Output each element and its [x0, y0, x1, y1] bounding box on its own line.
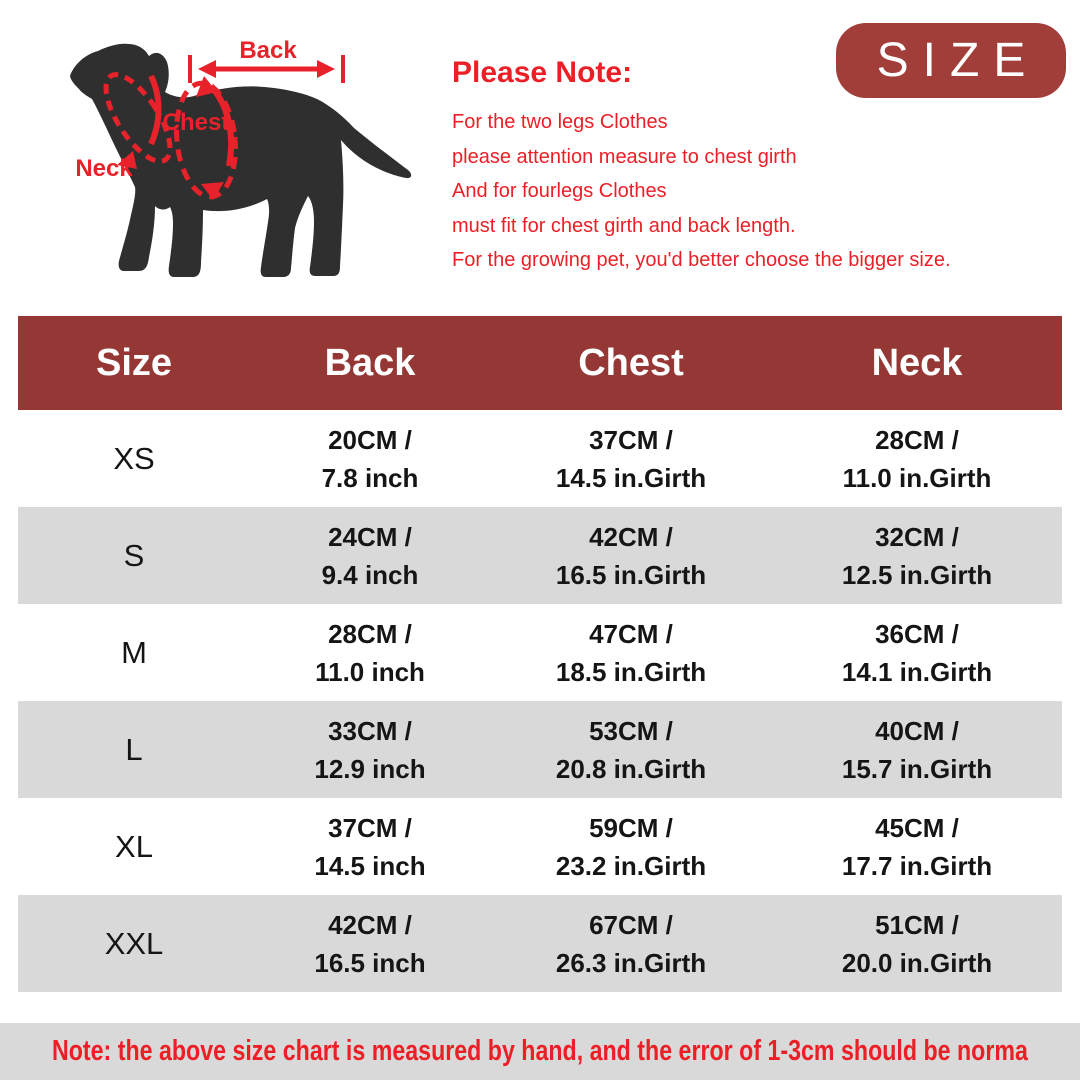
value-cm: 53CM / — [589, 715, 673, 746]
value-cm: 20CM / — [328, 424, 412, 455]
value-cm: 36CM / — [875, 618, 959, 649]
arrow-left-icon — [198, 60, 216, 78]
value-cm: 47CM / — [589, 618, 673, 649]
neck-cell — [772, 604, 1062, 701]
size-cell: XXL — [104, 925, 164, 961]
table-row — [18, 604, 1062, 701]
value-cm: 28CM / — [875, 424, 959, 455]
back-cell — [250, 410, 490, 507]
please-note-title: Please Note: — [452, 56, 633, 89]
footer-note-text: Note: the above size chart is measured by hand, and the error of 1-3cm should be norma — [52, 1035, 1028, 1067]
table-row — [18, 410, 1062, 507]
table-row — [18, 895, 1062, 992]
chest-cell — [490, 798, 772, 895]
back-cell — [250, 507, 490, 604]
chest-cell — [490, 410, 772, 507]
value-inch: 12.9 inch — [314, 753, 426, 784]
neck-cell — [772, 701, 1062, 798]
value-cm: 40CM / — [875, 715, 959, 746]
chest-cell — [490, 604, 772, 701]
arrow-right-icon — [317, 60, 335, 78]
header-neck: Neck — [871, 341, 963, 384]
chest-cell — [490, 507, 772, 604]
value-cm: 67CM / — [589, 909, 673, 940]
please-note-line: For the two legs Clothes — [452, 111, 668, 133]
table-row — [18, 701, 1062, 798]
back-label: Back — [239, 37, 297, 64]
value-cm: 37CM / — [328, 812, 412, 843]
neck-cell — [772, 798, 1062, 895]
back-cell — [250, 701, 490, 798]
value-inch: 11.0 inch — [315, 656, 425, 687]
value-inch: 11.0 in.Girth — [842, 462, 992, 493]
value-inch: 18.5 in.Girth — [555, 656, 707, 687]
header-back: Back — [324, 341, 416, 384]
back-cell — [250, 798, 490, 895]
chest-label: Chest — [162, 109, 230, 136]
value-inch: 15.7 in.Girth — [841, 753, 993, 784]
value-cm: 59CM / — [589, 812, 673, 843]
value-cm: 51CM / — [875, 909, 959, 940]
value-inch: 16.5 inch — [314, 947, 426, 978]
value-cm: 28CM / — [328, 618, 412, 649]
neck-cell — [772, 410, 1062, 507]
value-inch: 23.2 in.Girth — [555, 850, 707, 881]
neck-cell — [772, 507, 1062, 604]
footer-note-bar — [0, 1023, 1080, 1080]
please-note-line: And for fourlegs Clothes — [452, 180, 667, 202]
dog-measurement-diagram — [0, 0, 446, 300]
value-cm: 33CM / — [328, 715, 412, 746]
value-cm: 24CM / — [328, 521, 412, 552]
value-inch: 16.5 in.Girth — [555, 559, 707, 590]
value-cm: 32CM / — [875, 521, 959, 552]
value-cm: 42CM / — [328, 909, 412, 940]
please-note-line: please attention measure to chest girth — [452, 145, 797, 168]
size-badge: SIZE — [836, 23, 1066, 98]
value-cm: 45CM / — [875, 812, 959, 843]
please-note-line: must fit for chest girth and back length. — [452, 214, 796, 237]
size-cell: XS — [113, 440, 155, 476]
value-inch: 14.1 in.Girth — [841, 656, 993, 687]
value-cm: 37CM / — [589, 424, 673, 455]
neck-label: Neck — [75, 155, 133, 182]
value-inch: 14.5 in.Girth — [555, 462, 707, 493]
size-cell: XL — [115, 828, 153, 864]
value-inch: 12.5 in.Girth — [841, 559, 993, 590]
size-cell: M — [121, 634, 147, 670]
header-size: Size — [95, 341, 173, 384]
size-cell: S — [123, 537, 145, 573]
back-cell — [250, 895, 490, 992]
table-header-row — [18, 316, 1062, 410]
value-inch: 20.0 in.Girth — [841, 947, 993, 978]
size-cell: L — [125, 731, 143, 767]
chest-cell — [490, 895, 772, 992]
table-row — [18, 798, 1062, 895]
neck-cell — [772, 895, 1062, 992]
please-note-line: For the growing pet, you'd better choose the bigger size. — [452, 249, 951, 271]
size-table — [18, 316, 1062, 992]
value-inch: 17.7 in.Girth — [841, 850, 993, 881]
value-inch: 7.8 inch — [321, 462, 419, 493]
chest-cell — [490, 701, 772, 798]
header-chest: Chest — [578, 341, 684, 384]
table-row — [18, 507, 1062, 604]
value-inch: 9.4 inch — [321, 559, 419, 590]
value-inch: 26.3 in.Girth — [555, 947, 707, 978]
back-cell — [250, 604, 490, 701]
value-cm: 42CM / — [589, 521, 673, 552]
value-inch: 20.8 in.Girth — [555, 753, 707, 784]
value-inch: 14.5 inch — [314, 850, 426, 881]
